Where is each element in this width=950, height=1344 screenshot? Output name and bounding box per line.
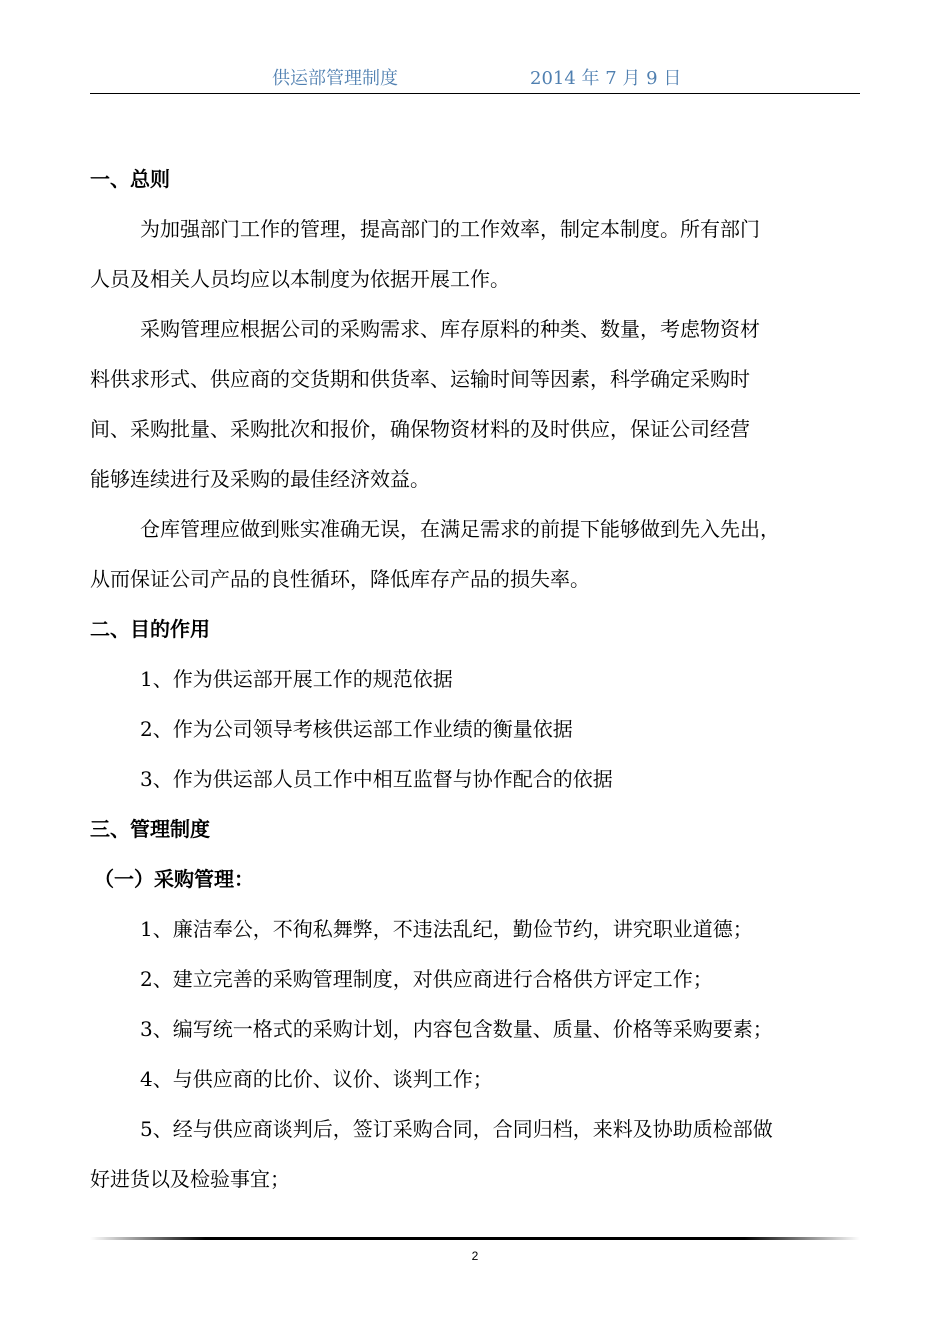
header-title: 供运部管理制度 <box>272 68 398 89</box>
paragraph-line: 能够连续进行及采购的最佳经济效益。 <box>90 467 430 491</box>
page-number: 2 <box>471 1249 479 1263</box>
paragraph-line: 4、与供应商的比价、议价、谈判工作； <box>140 1067 493 1091</box>
header-rule <box>90 93 860 94</box>
paragraph-line: 人员及相关人员均应以本制度为依据开展工作。 <box>90 267 510 291</box>
section-heading: 二、目的作用 <box>90 617 210 641</box>
paragraph-line: 1、廉洁奉公，不徇私舞弊，不违法乱纪，勤俭节约，讲究职业道德； <box>140 917 753 941</box>
page-header <box>90 64 860 94</box>
paragraph-line: 仓库管理应做到账实准确无误，在满足需求的前提下能够做到先入先出， <box>140 517 780 541</box>
footer-rule <box>90 1237 860 1240</box>
paragraph-line: 2、建立完善的采购管理制度，对供应商进行合格供方评定工作； <box>140 967 713 991</box>
paragraph-line: 采购管理应根据公司的采购需求、库存原料的种类、数量，考虑物资材 <box>140 317 760 341</box>
paragraph-line: 2、作为公司领导考核供运部工作业绩的衡量依据 <box>140 717 573 741</box>
paragraph-line: 1、作为供运部开展工作的规范依据 <box>140 667 453 691</box>
paragraph-line: 好进货以及检验事宜； <box>90 1167 290 1191</box>
subsection-heading: （一）采购管理： <box>94 867 254 891</box>
paragraph-line: 3、编写统一格式的采购计划，内容包含数量、质量、价格等采购要素； <box>140 1017 773 1041</box>
paragraph-line: 料供求形式、供应商的交货期和供货率、运输时间等因素，科学确定采购时 <box>90 367 750 391</box>
document-body <box>90 154 865 1204</box>
paragraph-line: 间、采购批量、采购批次和报价，确保物资材料的及时供应，保证公司经营 <box>90 417 750 441</box>
paragraph-line: 从而保证公司产品的良性循环，降低库存产品的损失率。 <box>90 567 590 591</box>
paragraph-line: 为加强部门工作的管理，提高部门的工作效率，制定本制度。所有部门 <box>140 217 760 241</box>
paragraph-line: 5、经与供应商谈判后，签订采购合同，合同归档，来料及协助质检部做 <box>140 1117 773 1141</box>
paragraph-line: 3、作为供运部人员工作中相互监督与协作配合的依据 <box>140 767 613 791</box>
section-heading: 三、管理制度 <box>90 817 210 841</box>
header-date: 2014 年 7 月 9 日 <box>530 68 682 89</box>
section-heading: 一、总则 <box>90 167 170 191</box>
